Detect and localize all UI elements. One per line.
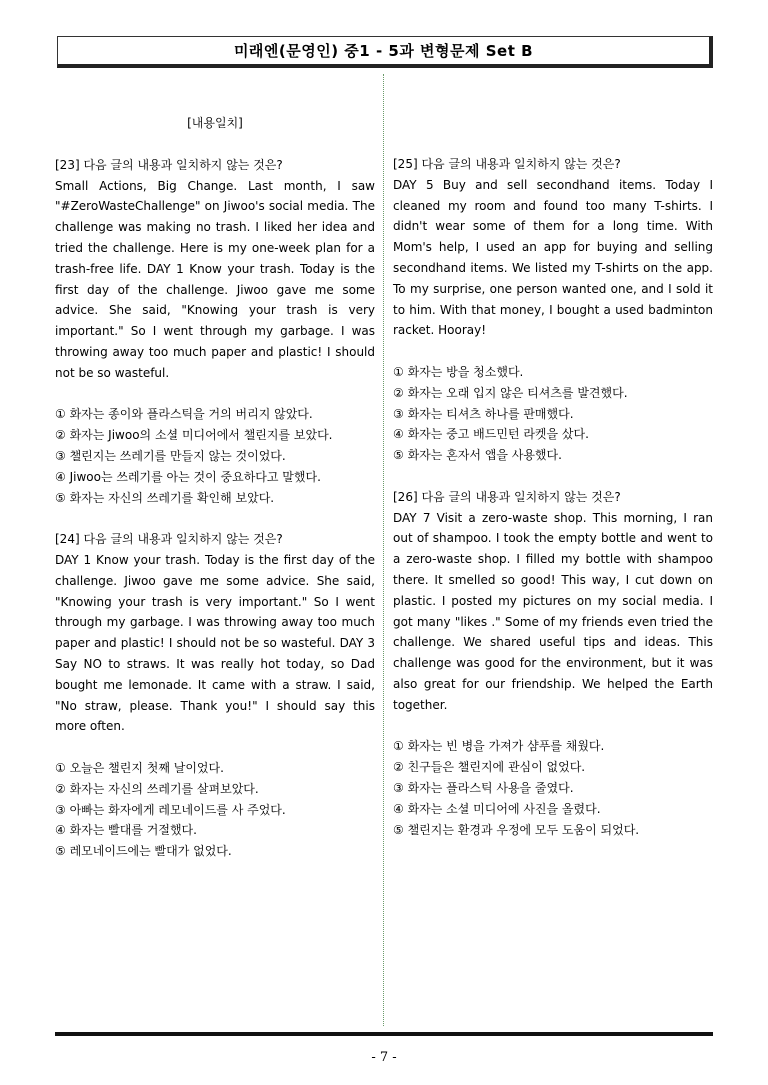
choice-list <box>55 758 375 862</box>
choice-item: ③ 화자는 플라스틱 사용을 줄였다. <box>393 780 574 795</box>
choice-item: ② 화자는 오래 입지 않은 티셔츠를 발견했다. <box>393 385 628 400</box>
choice-item: ③ 챌린지는 쓰레기를 만들지 않는 것이었다. <box>55 448 286 463</box>
choice-list <box>393 362 713 466</box>
choice-item: ⑤ 화자는 혼자서 앱을 사용했다. <box>393 448 562 463</box>
choice-item: ⑤ 레모네이드에는 빨대가 없었다. <box>55 844 232 859</box>
choice-item: ① 오늘은 챌린지 첫째 날이었다. <box>55 760 224 775</box>
choice-item: ③ 화자는 티셔츠 하나를 판매했다. <box>393 406 574 421</box>
choice-item: ④ Jiwoo는 쓰레기를 아는 것이 중요하다고 말했다. <box>55 469 321 484</box>
footer-rule <box>55 1032 713 1036</box>
question-24 <box>55 529 375 862</box>
choice-item: ④ 화자는 빨대를 거절했다. <box>55 823 197 838</box>
choice-list <box>55 404 375 508</box>
question-passage: DAY 7 Visit a zero-waste shop. This morning, I ran out of shampoo. I took the empty bottle and went to a zero-waste shop. I filled my bottle with shampoo there. It smelled so good! This way, I cut down on plastic. I posted my pictures on my social media. I got many "likes ." Some of my friends even tried the challenge. We shared useful tips and ideas. This challenge was good for the environment, but it was also great for our friendship. We helped the Earth together. <box>393 510 713 712</box>
right-column <box>393 154 713 840</box>
question-title: [24] 다음 글의 내용과 일치하지 않는 것은? <box>55 532 283 547</box>
section-tag: [내용일치] <box>187 116 243 130</box>
choice-item: ① 화자는 종이와 플라스틱을 거의 버리지 않았다. <box>55 407 313 422</box>
question-passage: DAY 5 Buy and sell secondhand items. Today I cleaned my room and found too many T-shirts. I didn't wear some of them for a long time. With Mom's help, I used an app for buying and selling secondhand items. We listed my T-shirts on the app. To my surprise, one person wanted one, and I sold it to him. With that money, I bought a used badminton racket. Hooray! <box>393 177 713 338</box>
choice-item: ④ 화자는 중고 배드민턴 라켓을 샀다. <box>393 427 589 442</box>
left-column <box>55 113 375 862</box>
choice-item: ⑤ 챌린지는 환경과 우정에 모두 도움이 되었다. <box>393 822 640 837</box>
question-title: [23] 다음 글의 내용과 일치하지 않는 것은? <box>55 157 283 172</box>
choice-item: ② 화자는 자신의 쓰레기를 살펴보았다. <box>55 781 259 796</box>
choice-item: ① 화자는 방을 청소했다. <box>393 364 524 379</box>
page-header <box>57 36 713 68</box>
choice-item: ① 화자는 빈 병을 가져가 샴푸를 채웠다. <box>393 739 605 754</box>
question-25 <box>393 154 713 466</box>
column-divider <box>383 74 384 1026</box>
question-passage: DAY 1 Know your trash. Today is the first day of the challenge. Jiwoo gave me some advice. She said, "Knowing your trash is very important." So I went through my garbage. I was throwing away too much paper and plastic! I should not be so wasteful. DAY 3 Say NO to straws. It was really hot today, so Dad bought me lemonade. It came with a straw. I said, "No straw, please. Thank you!" I should say this more often. <box>55 552 375 734</box>
header-title: 미래엔(문영인) 중1 - 5과 변형문제 Set B <box>233 42 534 60</box>
question-passage: Small Actions, Big Change. Last month, I saw "#ZeroWasteChallenge" on Jiwoo's social media. The challenge was making no trash. I liked her idea and tried the challenge. Here is my one-week plan for a trash-free life. DAY 1 Know your trash. Today is the first day of the challenge. Jiwoo gave me some advice. She said, "Knowing your trash is very important." So I went through my garbage. I was throwing away too much paper and plastic! I should not be so wasteful. <box>55 178 375 380</box>
choice-item: ② 친구들은 챌린지에 관심이 없었다. <box>393 760 586 775</box>
choice-item: ⑤ 화자는 자신의 쓰레기를 확인해 보았다. <box>55 490 275 505</box>
choice-item: ③ 아빠는 화자에게 레모네이드를 사 주었다. <box>55 802 286 817</box>
question-23 <box>55 155 375 509</box>
question-title: [25] 다음 글의 내용과 일치하지 않는 것은? <box>393 157 621 171</box>
choice-item: ④ 화자는 소셜 미디어에 사진을 올렸다. <box>393 801 601 816</box>
choice-item: ② 화자는 Jiwoo의 소셜 미디어에서 챌린지를 보았다. <box>55 428 333 443</box>
question-26 <box>393 487 713 841</box>
question-title: [26] 다음 글의 내용과 일치하지 않는 것은? <box>393 489 621 504</box>
choice-list <box>393 736 713 840</box>
page-number: - 7 - <box>371 1050 397 1065</box>
